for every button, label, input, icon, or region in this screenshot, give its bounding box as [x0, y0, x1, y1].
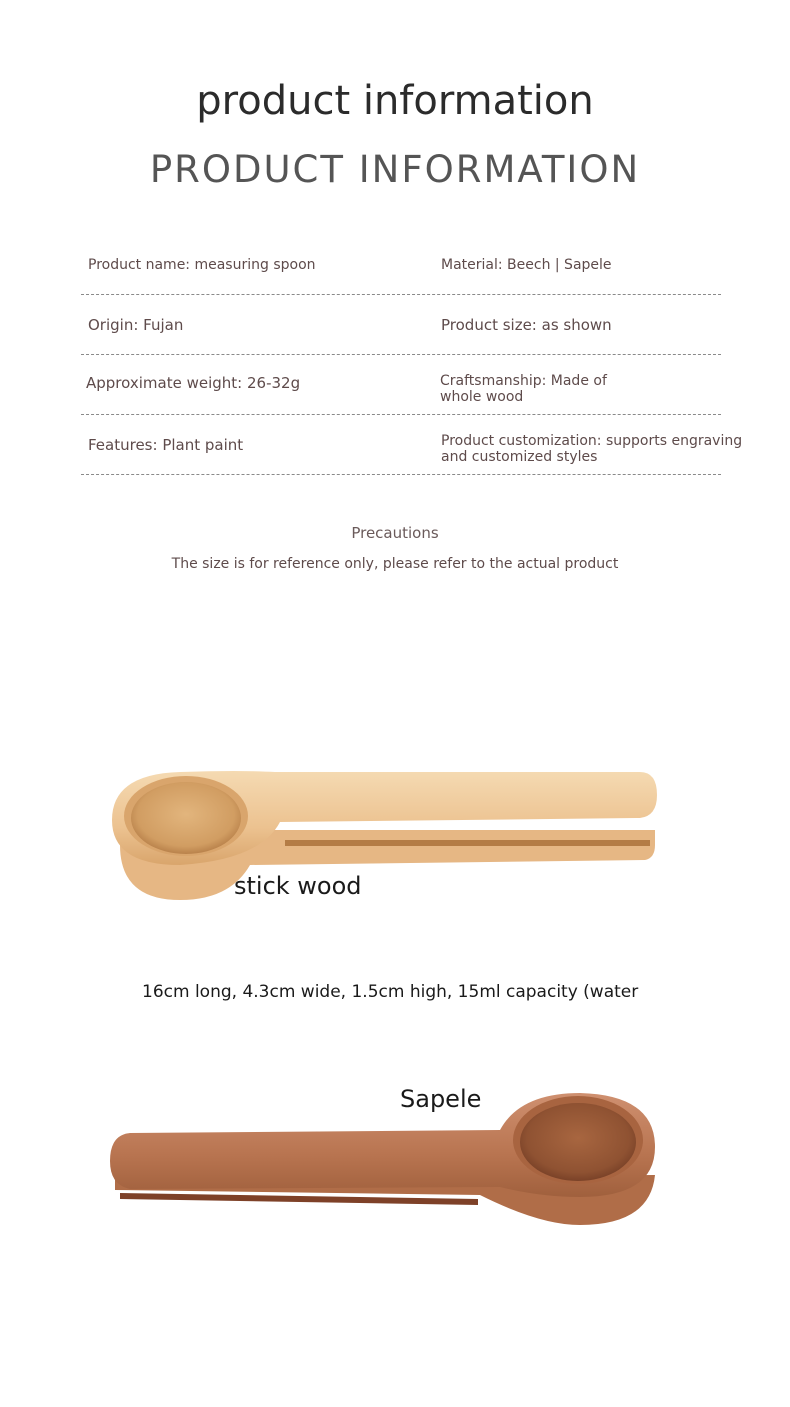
beech-spoon-slot: [285, 840, 650, 846]
spec-origin: Origin: Fujan: [88, 316, 184, 334]
spec-craftsmanship: Craftsmanship: Made of whole wood: [440, 373, 607, 405]
spec-row: [81, 234, 721, 295]
spec-features: Features: Plant paint: [88, 436, 244, 454]
beech-spoon-image: [100, 760, 670, 910]
sapele-label: Sapele: [400, 1085, 482, 1113]
spec-customization: Product customization: supports engraving and customized styles: [441, 433, 743, 465]
spec-row: [81, 414, 743, 475]
sapele-spoon-bowl: [520, 1103, 636, 1181]
spec-weight: Approximate weight: 26-32g: [86, 374, 301, 392]
beech-label: stick wood: [234, 872, 362, 900]
page-title: product information: [196, 78, 594, 124]
precautions-text: The size is for reference only, please refer to the actual product: [171, 556, 619, 572]
spec-product-name: Product name: measuring spoon: [88, 257, 316, 273]
page-subtitle: PRODUCT INFORMATION: [149, 148, 641, 191]
spec-row: [81, 354, 721, 415]
spec-row: [81, 294, 721, 355]
spec-material: Material: Beech | Sapele: [441, 257, 612, 273]
sapele-spoon-image: [100, 1085, 670, 1235]
sapele-spoon-slot: [120, 1193, 478, 1205]
spec-product-size: Product size: as shown: [441, 316, 612, 334]
beech-spoon-bowl: [131, 782, 241, 854]
dimensions-text: 16cm long, 4.3cm wide, 1.5cm high, 15ml capacity (water: [142, 982, 639, 1002]
precautions-title: Precautions: [351, 524, 439, 542]
